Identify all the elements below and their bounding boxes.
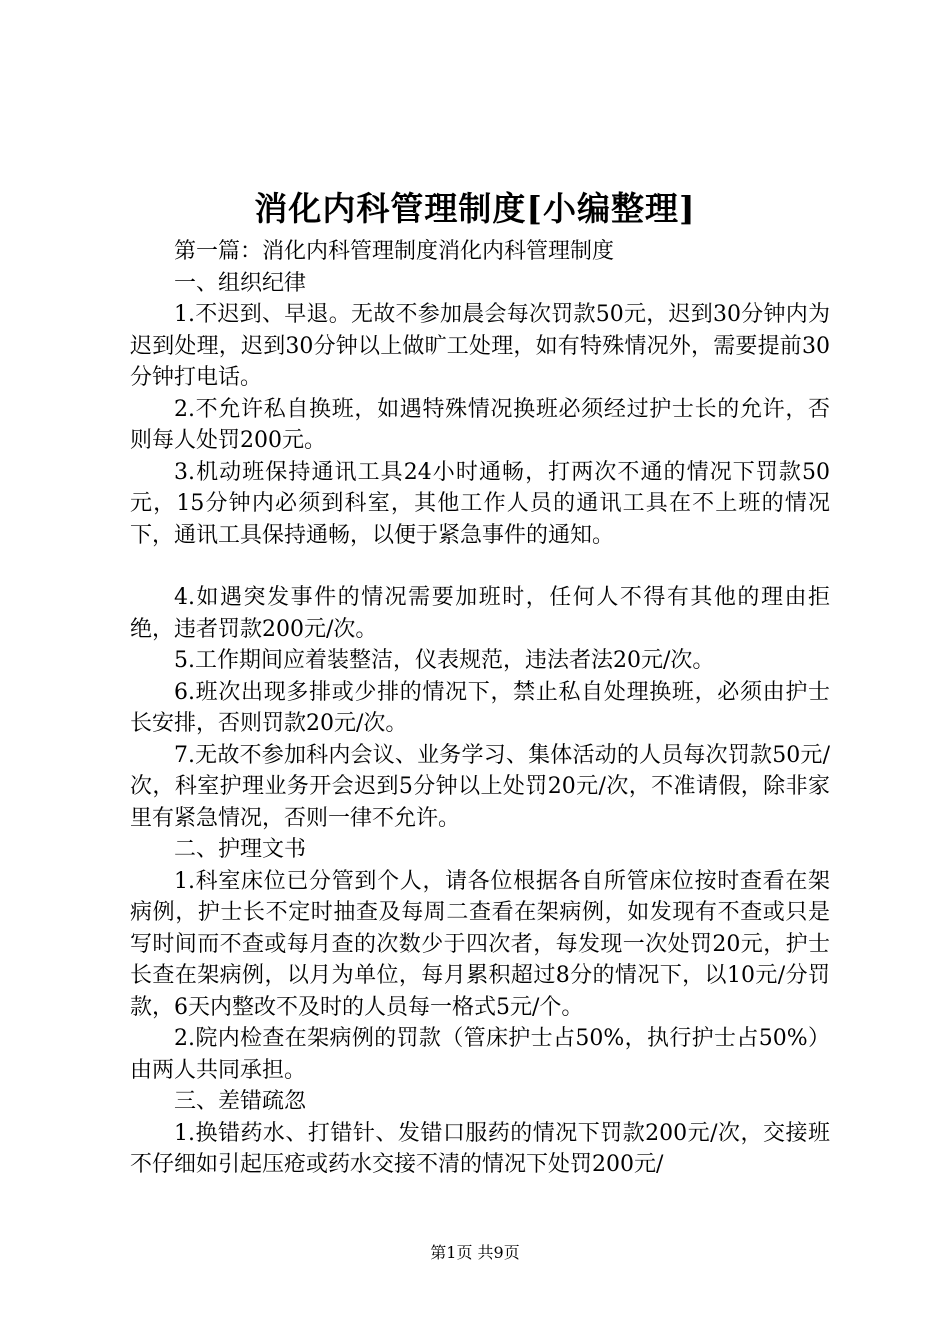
document-body bbox=[130, 236, 830, 1181]
paragraph-item: 1.不迟到、早退。无故不参加晨会每次罚款50元，迟到30分钟内为迟到处理，迟到30分钟以上做旷工处理，如有特殊情况外，需要提前30分钟打电话。 bbox=[130, 302, 830, 390]
paragraph-item: 7.无故不参加科内会议、业务学习、集体活动的人员每次罚款50元/次，科室护理业务开会迟到5分钟以上处罚20元/次，不准请假，除非家里有紧急情况，否则一律不允许。 bbox=[130, 742, 830, 831]
paragraph-item: 6.班次出现多排或少排的情况下，禁止私自处理换班，必须由护士长安排，否则罚款20元/次。 bbox=[130, 679, 830, 736]
paragraph-item: 1.科室床位已分管到个人，请各位根据各自所管床位按时查看在架病例，护士长不定时抽查及每周二查看在架病例，如发现有不查或只是写时间而不查或每月查的次数少于四次者，每发现一次处罚20元，护士长查在架病例，以月为单位，每月累积超过8分的情况下，以10元/分罚款，6天内整改不及时的人员每一格式5元/个。 bbox=[130, 868, 830, 1020]
paragraph-item: 3.机动班保持通讯工具24小时通畅，打两次不通的情况下罚款50元，15分钟内必须到科室，其他工作人员的通讯工具在不上班的情况下，通讯工具保持通畅，以便于紧急事件的通知。 bbox=[130, 459, 830, 548]
paragraph-item: 4.如遇突发事件的情况需要加班时，任何人不得有其他的理由拒绝，违者罚款200元/次。 bbox=[130, 585, 830, 642]
paragraph-section-heading: 一、组织纪律 bbox=[174, 270, 307, 296]
paragraph-item: 1.换错药水、打错针、发错口服药的情况下罚款200元/次，交接班不仔细如引起压疮或药水交接不清的情况下处罚200元/ bbox=[130, 1120, 830, 1177]
paragraph-item: 5.工作期间应着装整洁，仪表规范，违法者法20元/次。 bbox=[174, 648, 715, 673]
page-number-footer: 第1页 共9页 bbox=[430, 1243, 520, 1262]
paragraph-section-heading: 二、护理文书 bbox=[174, 837, 307, 862]
paragraph-section-heading: 三、差错疏忽 bbox=[174, 1089, 307, 1114]
paragraph-item: 2.院内检查在架病例的罚款（管床护士占50%，执行护士占50%）由两人共同承担。 bbox=[130, 1026, 830, 1083]
document-title: 消化内科管理制度[小编整理] bbox=[254, 189, 696, 228]
paragraph-item: 2.不允许私自换班，如遇特殊情况换班必须经过护士长的允许，否则每人处罚200元。 bbox=[130, 396, 830, 453]
paragraph-part-heading: 第一篇：消化内科管理制度消化内科管理制度 bbox=[174, 239, 615, 264]
